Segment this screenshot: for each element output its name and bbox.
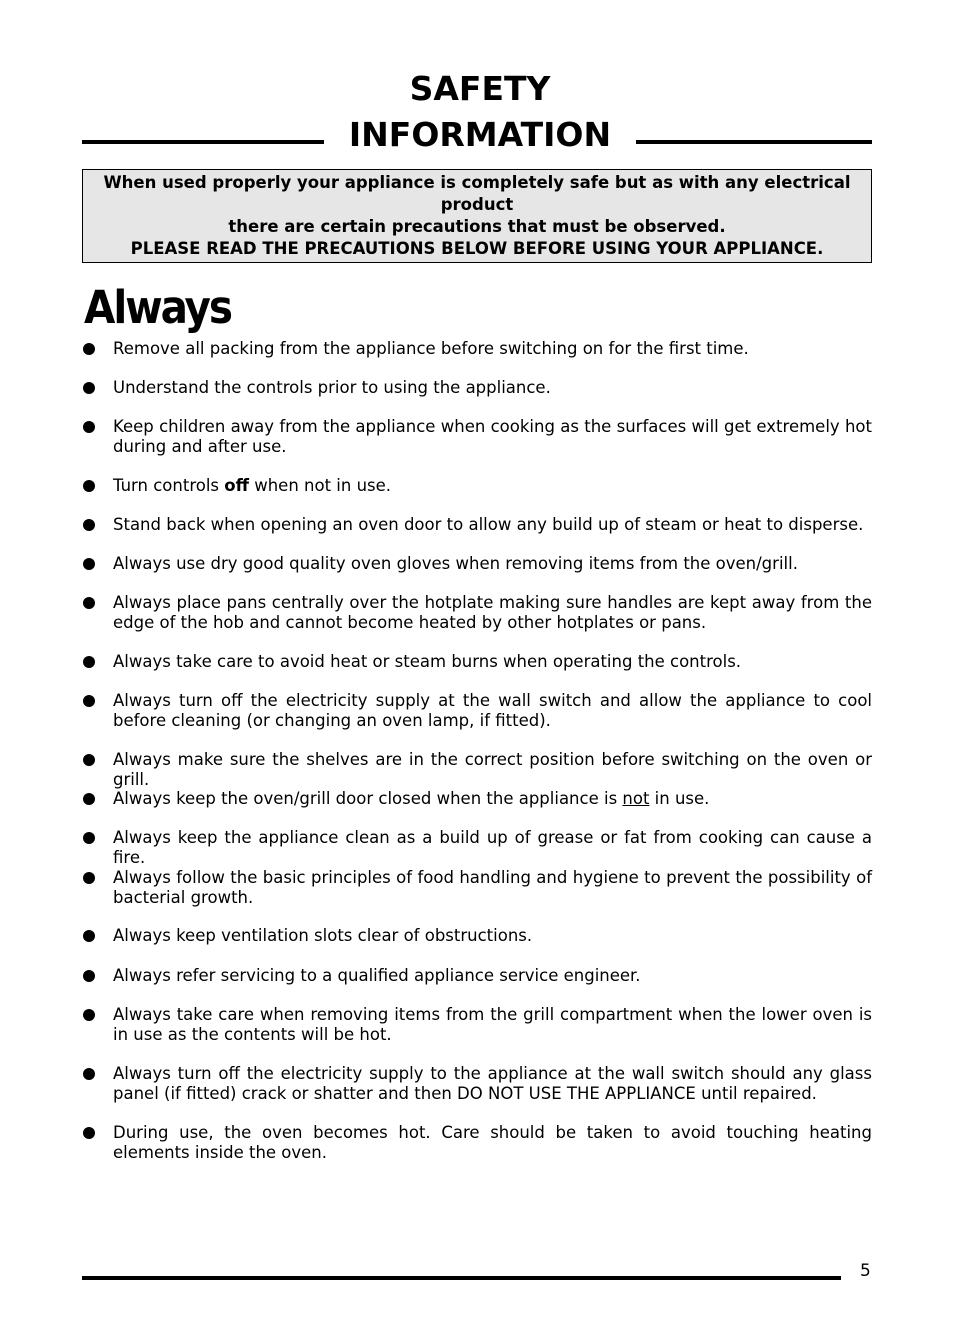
section-heading-always: Always [84,281,232,334]
list-item-text: Keep children away from the appliance when cooking as the surfaces will get extremely hot during and after use. [113,417,872,456]
list-item-text-part: Always keep the oven/grill door closed when the appliance is [113,789,623,808]
list-item-text: Always keep ventilation slots clear of obstructions. [113,926,533,945]
list-item-text [113,789,872,809]
bullet-icon [83,832,95,844]
list-item-text: Remove all packing from the appliance before switching on for the first time. [113,339,749,358]
list-item-text: Stand back when opening an oven door to allow any build up of steam or heat to disperse. [113,515,864,534]
page-number: 5 [860,1261,871,1281]
list-item [82,926,872,946]
list-item-text: Always refer servicing to a qualified appliance service engineer. [113,966,641,985]
page-header [82,66,872,156]
list-item [82,966,872,986]
notice-line-2: there are certain precautions that must be observed. [228,217,726,236]
notice-line-3: PLEASE READ THE PRECAUTIONS BELOW BEFORE USING YOUR APPLIANCE. [130,239,824,258]
page-title [324,66,636,158]
list-item [82,789,872,809]
list-item [82,1064,872,1103]
page-title-line-1: SAFETY [409,69,551,108]
bullet-icon [83,1068,95,1080]
bullet-icon [83,793,95,805]
list-item-text: Understand the controls prior to using the appliance. [113,378,551,397]
list-item [82,515,872,535]
list-item [82,1123,872,1162]
precautions-notice-box [82,169,872,263]
bullet-icon [83,519,95,531]
list-item-text: Always place pans centrally over the hotplate making sure handles are kept away from the edge of the hob and cannot become heated by other hotplates or pans. [113,593,872,632]
bullet-icon [83,872,95,884]
bullet-icon [83,754,95,766]
list-item-text: Always turn off the electricity supply at the wall switch and allow the appliance to cool before cleaning (or changing an oven lamp, if fitted). [113,691,872,730]
list-item [82,1005,872,1044]
list-item [82,828,872,867]
list-item [82,554,872,574]
bullet-icon [83,1009,95,1021]
bullet-icon [83,695,95,707]
list-item-text: Always use dry good quality oven gloves when removing items from the oven/grill. [113,554,798,573]
list-item-text-part: Turn controls [113,476,225,495]
list-item [82,417,872,456]
list-item [82,868,872,907]
list-item-text-part: when not in use. [248,476,392,495]
bullet-icon [83,343,95,355]
list-item [82,750,872,789]
footer-rule [82,1276,841,1280]
list-item [82,339,872,359]
bullet-icon [83,597,95,609]
list-item-text: Always follow the basic principles of food handling and hygiene to prevent the possibility of bacterial growth. [113,868,872,907]
header-rule-right [636,140,872,144]
bullet-icon [83,421,95,433]
list-item-text-part: in use. [649,789,710,808]
bullet-icon [83,656,95,668]
bullet-icon [83,558,95,570]
list-item-text: Always keep the appliance clean as a build up of grease or fat from cooking can cause a fire. [113,828,872,867]
list-item-text [113,476,872,496]
list-item-text: Always take care to avoid heat or steam burns when operating the controls. [113,652,742,671]
list-item [82,593,872,632]
list-item-text: During use, the oven becomes hot. Care should be taken to avoid touching heating elements inside the oven. [113,1123,872,1162]
list-item-bold-word: off [224,476,249,495]
list-item [82,691,872,730]
page-title-line-2: INFORMATION [348,115,612,154]
list-item [82,378,872,398]
list-item [82,652,872,672]
header-rule-left [82,140,324,144]
bullet-icon [83,970,95,982]
list-item-text: Always turn off the electricity supply to the appliance at the wall switch should any glass panel (if fitted) crack or shatter and then DO NOT USE THE APPLIANCE until repaired. [113,1064,872,1103]
notice-line-1: When used properly your appliance is completely safe but as with any electrical product [103,173,851,214]
bullet-icon [83,480,95,492]
bullet-icon [83,382,95,394]
list-item-text: Always take care when removing items from the grill compartment when the lower oven is in use as the contents will be hot. [113,1005,872,1044]
list-item-text: Always make sure the shelves are in the correct position before switching on the oven or grill. [113,750,872,789]
list-item [82,476,872,496]
list-item-underlined-word: not [622,789,650,808]
bullet-icon [83,1127,95,1139]
bullet-icon [83,930,95,942]
